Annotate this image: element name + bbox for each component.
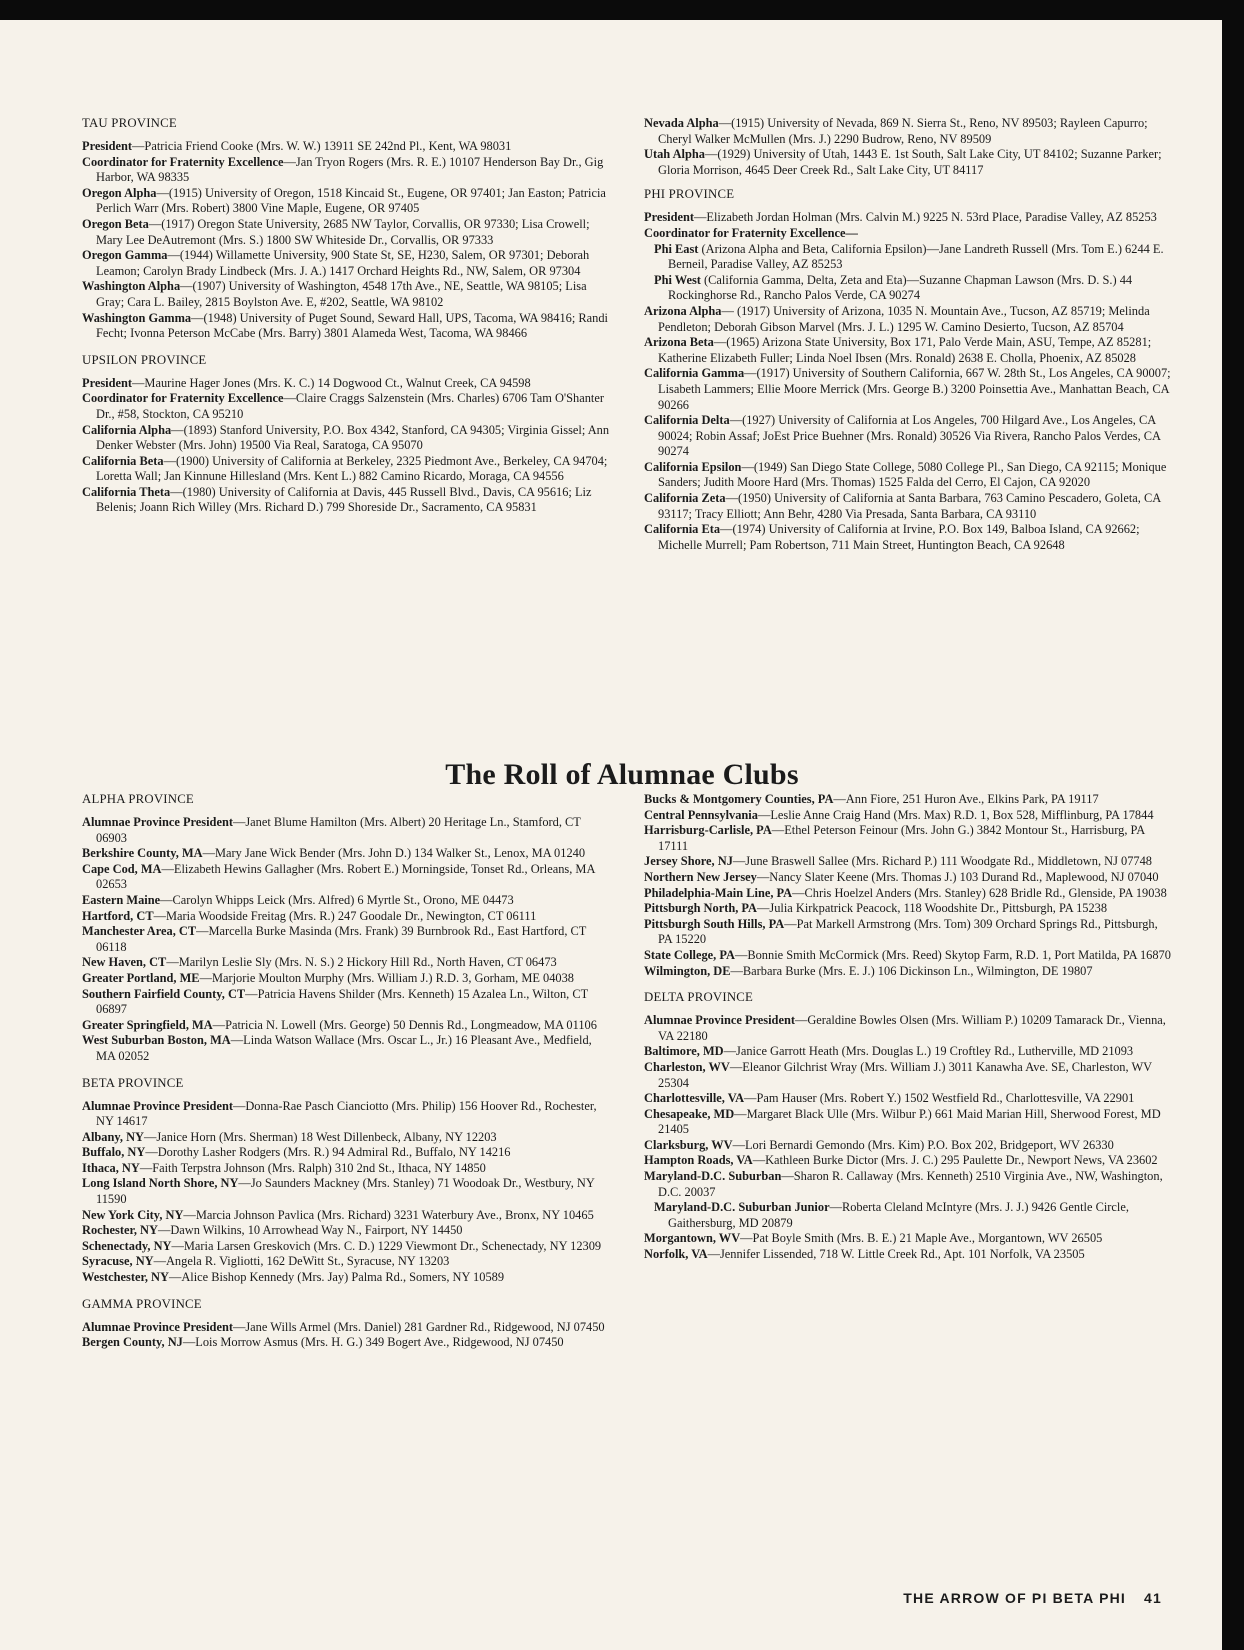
directory-entry: [644, 901, 1172, 917]
entry-text: —(1974) University of California at Irvine, P.O. Box 149, Balboa Island, CA 92662; Michelle Murrell; Pam Robertson, 711 Main Street, Huntington Beach, CA 92648: [658, 522, 1140, 552]
entry-label: Greater Springfield, MA: [82, 1017, 213, 1032]
entry-label: California Zeta: [644, 491, 726, 506]
entry-text: (California Gamma, Delta, Zeta and Eta)—Suzanne Chapman Lawson (Mrs. D. S.) 44 Rockinghorse Rd., Rancho Palos Verde, CA 90274: [668, 272, 1133, 303]
section-heading: PHI PROVINCE: [644, 187, 735, 202]
entry-label: Nevada Alpha: [644, 116, 719, 130]
entry-label: California Epsilon: [644, 459, 742, 474]
upsilon-province-section: [82, 353, 610, 516]
directory-entry: [82, 217, 610, 248]
entry-label: Southern Fairfield County, CT: [82, 986, 246, 1001]
entry-label: Utah Alpha: [644, 147, 705, 162]
entry-label: California Eta: [644, 522, 721, 537]
directory-entry: [82, 1335, 610, 1351]
column-bottom-left: [82, 792, 610, 1351]
alpha-entries: [82, 815, 610, 1065]
page-title: The Roll of Alumnae Clubs: [445, 758, 799, 792]
entry-label: Pittsburgh North, PA: [644, 901, 758, 916]
directory-entry: [644, 870, 1172, 886]
entry-label: Buffalo, NY: [82, 1145, 146, 1160]
entry-text: —Maurine Hager Jones (Mrs. K. C.) 14 Dogwood Ct., Walnut Creek, CA 94598: [132, 375, 531, 390]
upsilon-entries: [82, 376, 610, 516]
entry-label: Maryland-D.C. Suburban Junior: [654, 1200, 830, 1215]
entry-text: —Alice Bishop Kennedy (Mrs. Jay) Palma Rd., Somers, NY 10589: [168, 1270, 505, 1285]
directory-entry: [82, 485, 610, 516]
directory-entry: [644, 964, 1172, 980]
entry-text: —(1929) University of Utah, 1443 E. 1st South, Salt Lake City, UT 84102; Suzanne Parker; Gloria Morrison, 4645 Deer Creek Rd., Salt Lake City, UT 84117: [658, 147, 1162, 177]
entry-label: West Suburban Boston, MA: [82, 1033, 231, 1048]
entry-text: —(1980) University of California at Davis, 445 Russell Blvd., Davis, CA 95616; Liz Belenis; Joann Rich Willey (Mrs. Richard D.) 799 Shoreside Dr., Sacramento, CA 95831: [96, 484, 592, 515]
entry-text: —Ethel Peterson Feinour (Mrs. John G.) 3842 Montour St., Harrisburg, PA 17111: [658, 823, 1145, 853]
directory-entry: [82, 971, 610, 987]
entry-label: Clarksburg, WV: [644, 1137, 733, 1152]
entry-label: Ithaca, NY: [82, 1160, 140, 1175]
directory-entry: [82, 423, 610, 454]
entry-label: New Haven, CT: [82, 955, 167, 970]
entry-text: (Arizona Alpha and Beta, California Epsilon)—Jane Landreth Russell (Mrs. Tom E.) 6244 E. Berneil, Paradise Valley, AZ 85253: [668, 241, 1164, 272]
entry-text: —Marjorie Moulton Murphy (Mrs. William J.) R.D. 3, Gorham, ME 04038: [199, 970, 574, 985]
section-heading: GAMMA PROVINCE: [82, 1296, 202, 1311]
directory-entry: [82, 846, 610, 862]
directory-entry: [644, 1231, 1172, 1247]
directory-entry: [82, 862, 610, 893]
entry-label: Eastern Maine: [82, 892, 161, 907]
directory-entry: [82, 1270, 610, 1286]
directory-entry: [82, 815, 610, 846]
entry-text: —Bonnie Smith McCormick (Mrs. Reed) Skytop Farm, R.D. 1, Port Matilda, PA 16870: [734, 947, 1171, 962]
entry-label: Oregon Alpha: [82, 185, 157, 200]
entry-label: California Theta: [82, 484, 171, 499]
directory-entry: [82, 1320, 610, 1336]
directory-entry: [644, 1013, 1172, 1044]
entry-text: —Dorothy Lasher Rodgers (Mrs. R.) 94 Admiral Rd., Buffalo, NY 14216: [145, 1145, 511, 1160]
directory-entry: [82, 909, 610, 925]
section-heading: TAU PROVINCE: [82, 116, 177, 130]
entry-text: —Marilyn Leslie Sly (Mrs. N. S.) 2 Hickory Hill Rd., North Haven, CT 06473: [166, 955, 557, 970]
entry-label: Charleston, WV: [644, 1059, 730, 1074]
section-heading: DELTA PROVINCE: [644, 990, 754, 1005]
entry-label: California Gamma: [644, 366, 745, 381]
entry-text: —(1950) University of California at Santa Barbara, 763 Camino Pescadero, Goleta, CA 93117; Tracy Elliott; Ann Behr, 4280 Via Presada, Santa Barbara, CA 93110: [658, 491, 1161, 521]
directory-entry: [644, 335, 1172, 366]
entry-text: —Chris Hoelzel Anders (Mrs. Stanley) 628 Bridle Rd., Glenside, PA 19038: [792, 885, 1167, 900]
directory-entry: [644, 808, 1172, 824]
entry-label: Jersey Shore, NJ: [644, 854, 733, 869]
entry-label: Coordinator for Fraternity Excellence: [82, 154, 284, 169]
entry-text: —Nancy Slater Keene (Mrs. Thomas J.) 103 Durand Rd., Maplewood, NJ 07040: [756, 869, 1159, 884]
delta-province-section: [644, 990, 1172, 1263]
entry-text: —Angela R. Vigliotti, 162 DeWitt St., Syracuse, NY 13203: [153, 1254, 450, 1269]
entry-text: —(1900) University of California at Berkeley, 2325 Piedmont Ave., Berkeley, CA 94704; Loretta Wall; Jan Kinnune Hillesland (Mrs. Kent L.) 882 Camino Ricardo, Moraga, CA 94556: [96, 453, 608, 484]
entry-text: —Lois Morrow Asmus (Mrs. H. G.) 349 Bogert Ave., Ridgewood, NJ 07450: [182, 1335, 564, 1350]
entry-label: Harrisburg-Carlisle, PA: [644, 823, 772, 838]
directory-entry: [644, 460, 1172, 491]
entry-text: —Pat Markell Armstrong (Mrs. Tom) 309 Orchard Springs Rd., Pittsburgh, PA 15220: [658, 916, 1158, 947]
entry-label: Pittsburgh South Hills, PA: [644, 916, 785, 931]
entry-label: Cape Cod, MA: [82, 861, 162, 876]
directory-entry: [644, 304, 1172, 335]
phi-province-section: [644, 187, 1172, 553]
directory-entry: [82, 1033, 610, 1064]
entry-label: Charlottesville, VA: [644, 1091, 745, 1106]
entry-label: Albany, NY: [82, 1129, 144, 1144]
publication-name: THE ARROW OF PI BETA PHI: [903, 1590, 1127, 1606]
entry-label: Baltimore, MD: [644, 1044, 724, 1059]
entry-text: —Kathleen Burke Dictor (Mrs. J. C.) 295 Paulette Dr., Newport News, VA 23602: [752, 1153, 1158, 1168]
entry-label: Hartford, CT: [82, 908, 154, 923]
entry-text: —(1927) University of California at Los Angeles, 700 Hilgard Ave., Los Angeles, CA 90024; Robin Assaf; JoEst Price Buehner (Mrs. Ronald) 30526 Via Rivera, Rancho Palos Verdes, CA 90274: [658, 413, 1161, 459]
entry-label: Manchester Area, CT: [82, 924, 197, 939]
entry-label: Oregon Beta: [82, 216, 149, 231]
entry-text: —Jan Tryon Rogers (Mrs. R. E.) 10107 Henderson Bay Dr., Gig Harbor, WA 98335: [96, 154, 604, 185]
entry-text: —Patricia N. Lowell (Mrs. George) 50 Dennis Rd., Longmeadow, MA 01106: [212, 1017, 597, 1032]
entry-label: Phi West: [654, 272, 701, 287]
directory-entry: [644, 823, 1172, 854]
directory-entry: [644, 522, 1172, 553]
entry-text: —Pat Boyle Smith (Mrs. B. E.) 21 Maple Ave., Morgantown, WV 26505: [740, 1231, 1103, 1246]
entry-text: —(1917) Oregon State University, 2685 NW Taylor, Corvallis, OR 97330; Lisa Crowell; Mary Lee DeAutremont (Mrs. S.) 1800 SW Whiteside Dr., Corvallis, OR 97333: [96, 216, 590, 247]
entry-label: Wilmington, DE: [644, 963, 731, 978]
entry-text: —(1944) Willamette University, 900 State St, SE, H230, Salem, OR 97301; Deborah Leamon; Carolyn Brady Lindbeck (Mrs. J. A.) 1417 Orchard Heights Rd., NW, Salem, OR 97304: [96, 248, 590, 278]
directory-entry: [644, 116, 1172, 147]
directory-entry: [82, 893, 610, 909]
entry-text: —Patricia Havens Shilder (Mrs. Kenneth) 15 Azalea Ln., Wilton, CT 06897: [96, 986, 588, 1017]
directory-entry: [644, 1107, 1172, 1138]
directory-entry: [644, 1138, 1172, 1154]
column-top-left: [82, 116, 610, 516]
entry-label: Washington Gamma: [82, 310, 192, 325]
entry-text: —Janice Horn (Mrs. Sherman) 18 West Dillenbeck, Albany, NY 12203: [143, 1129, 497, 1144]
gamma-entries: [82, 1320, 610, 1351]
entry-text: —(1948) University of Puget Sound, Seward Hall, UPS, Tacoma, WA 98416; Randi Fecht; Ivonna Peterson McCabe (Mrs. Barry) 3801 Alameda West, Tacoma, WA 98466: [96, 310, 608, 341]
entry-label: Washington Alpha: [82, 279, 181, 294]
entry-label: Arizona Alpha: [644, 303, 722, 318]
entry-text: —(1893) Stanford University, P.O. Box 4342, Stanford, CA 94305; Virginia Gissel; Ann Denker Webster (Mrs. John) 19500 Via Real, Saratoga, CA 95070: [96, 422, 610, 453]
phi-entries: [644, 304, 1172, 554]
entry-text: —Patricia Friend Cooke (Mrs. W. W.) 13911 SE 242nd Pl., Kent, WA 98031: [132, 139, 512, 153]
entry-text: —Linda Watson Wallace (Mrs. Oscar L., Jr.) 16 Pleasant Ave., Medfield, MA 02052: [96, 1033, 592, 1063]
directory-entry: [644, 1060, 1172, 1091]
entry-label: Philadelphia-Main Line, PA: [644, 885, 793, 900]
entry-label: Coordinator for Fraternity Excellence: [82, 391, 284, 406]
directory-entry: [82, 987, 610, 1018]
directory-entry: [82, 1099, 610, 1130]
entry-label: Alumnae Province President: [82, 815, 233, 829]
directory-entry: [82, 279, 610, 310]
gamma-province-section: [82, 1297, 610, 1351]
entry-text: —Pam Hauser (Mrs. Robert Y.) 1502 Westfield Rd., Charlottesville, VA 22901: [744, 1091, 1135, 1106]
entry-text: —Mary Jane Wick Bender (Mrs. John D.) 134 Walker St., Lenox, MA 01240: [202, 846, 586, 861]
page-edge-top: [0, 0, 1244, 20]
entry-label: Hampton Roads, VA: [644, 1153, 753, 1168]
directory-entry: [82, 1130, 610, 1146]
entry-text: —Sharon R. Callaway (Mrs. Kenneth) 2510 Virginia Ave., NW, Washington, D.C. 20037: [658, 1169, 1163, 1199]
gamma-continued-entries: [644, 792, 1172, 979]
entry-text: —(1915) University of Nevada, 869 N. Sierra St., Reno, NV 89503; Rayleen Capurro; Cheryl Walker McMullen (Mrs. J.) 2290 Budrow, Reno, NV 89509: [658, 116, 1148, 146]
directory-entry: [644, 886, 1172, 902]
entry-label: Syracuse, NY: [82, 1254, 154, 1269]
directory-entry: [82, 311, 610, 342]
directory-entry: [82, 955, 610, 971]
entry-text: —Geraldine Bowles Olsen (Mrs. William P.) 10209 Tamarack Dr., Vienna, VA 22180: [658, 1013, 1166, 1043]
column-bottom-right: [644, 792, 1172, 1263]
beta-entries: [82, 1099, 610, 1286]
entry-text: —Ann Fiore, 251 Huron Ave., Elkins Park, PA 19117: [833, 792, 1099, 806]
directory-entry: [644, 917, 1172, 948]
directory-entry: [644, 1169, 1172, 1200]
entry-label: Alumnae Province President: [82, 1319, 233, 1334]
tau-province-section: [82, 116, 610, 342]
entry-text: —Claire Craggs Salzenstein (Mrs. Charles) 6706 Tam O'Shanter Dr., #58, Stockton, CA 95210: [96, 391, 605, 421]
entry-label: President: [82, 139, 133, 153]
entry-text: —Jo Saunders Mackney (Mrs. Stanley) 71 Woodoak Dr., Westbury, NY 11590: [96, 1176, 595, 1207]
entry-text: —Jane Wills Armel (Mrs. Daniel) 281 Gardner Rd., Ridgewood, NJ 07450: [232, 1319, 605, 1334]
entry-text: —June Braswell Sallee (Mrs. Richard P.) 111 Woodgate Rd., Middletown, NJ 07748: [732, 854, 1152, 869]
page-edge-right: [1222, 0, 1244, 1650]
entry-label: Alumnae Province President: [644, 1013, 795, 1028]
entry-text: —(1949) San Diego State College, 5080 College Pl., San Diego, CA 92115; Monique Sanders; Judith Moore Hard (Mrs. Thomas) 1525 Falda del Cerro, El Cajon, CA 92020: [658, 459, 1167, 490]
entry-text: —Marcia Johnson Pavlica (Mrs. Richard) 3231 Waterbury Ave., Bronx, NY 10465: [183, 1207, 594, 1222]
entry-text: — (1917) University of Arizona, 1035 N. Mountain Ave., Tucson, AZ 85719; Melinda Pendleton; Deborah Gibson Marvel (Mrs. J. L.) 1295 W. Camino Desierto, Tucson, AZ 85704: [658, 303, 1150, 334]
directory-entry: [644, 413, 1172, 460]
entry-label: Oregon Gamma: [82, 248, 168, 263]
entry-label: California Delta: [644, 413, 730, 428]
entry-label: Westchester, NY: [82, 1270, 169, 1285]
entry-label: Schenectady, NY: [82, 1238, 172, 1253]
directory-entry: [644, 1044, 1172, 1060]
directory-entry: [82, 139, 610, 155]
phi-coordinator-sub-entries: [644, 242, 1172, 304]
entry-text: —Maria Larsen Greskovich (Mrs. C. D.) 1229 Viewmont Dr., Schenectady, NY 12309: [171, 1238, 602, 1253]
directory-entry: [82, 1145, 610, 1161]
entry-label: Norfolk, VA: [644, 1247, 708, 1262]
directory-entry: [644, 948, 1172, 964]
entry-text: —Margaret Black Ulle (Mrs. Wilbur P.) 661 Maid Marian Hill, Sherwood Forest, MD 21405: [658, 1106, 1161, 1137]
entry-label: Central Pennsylvania: [644, 807, 758, 822]
entry-label: New York City, NY: [82, 1207, 184, 1222]
directory-entry: [644, 1247, 1172, 1263]
directory-entry: [82, 1254, 610, 1270]
directory-entry: [644, 242, 1172, 273]
directory-entry: [82, 1018, 610, 1034]
section-heading: ALPHA PROVINCE: [82, 792, 194, 806]
entry-text: —(1915) University of Oregon, 1518 Kincaid St., Eugene, OR 97401; Jan Easton; Patricia Perlich Warr (Mrs. Robert) 3800 Vine Maple, Eugene, OR 97405: [96, 185, 606, 216]
entry-label: Morgantown, WV: [644, 1231, 741, 1246]
directory-entry: [644, 491, 1172, 522]
entry-text: —Jennifer Lissended, 718 W. Little Creek Rd., Apt. 101 Norfolk, VA 23505: [707, 1247, 1085, 1262]
entry-text: —Donna-Rae Pasch Cianciotto (Mrs. Philip) 156 Hoover Rd., Rochester, NY 14617: [96, 1098, 597, 1129]
entry-text: —Barbara Burke (Mrs. E. J.) 106 Dickinson Ln., Wilmington, DE 19807: [730, 963, 1093, 978]
section-heading: UPSILON PROVINCE: [82, 352, 207, 367]
entry-label: Northern New Jersey: [644, 869, 757, 884]
directory-entry: [82, 376, 610, 392]
directory-entry: [644, 273, 1172, 304]
directory-entry: [82, 248, 610, 279]
phi-coordinator-entry: Coordinator for Fraternity Excellence—: [644, 225, 858, 240]
directory-entry: [82, 1239, 610, 1255]
directory-entry: [644, 1153, 1172, 1169]
entry-text: —Maria Woodside Freitag (Mrs. R.) 247 Goodale Dr., Newington, CT 06111: [153, 908, 537, 923]
entry-text: —Dawn Wilkins, 10 Arrowhead Way N., Fairport, NY 14450: [157, 1223, 463, 1238]
entry-text: —Lori Bernardi Gemondo (Mrs. Kim) P.O. Box 202, Bridgeport, WV 26330: [732, 1137, 1114, 1152]
entry-text: —(1965) Arizona State University, Box 171, Palo Verde Main, ASU, Tempe, AZ 85281; Katherine Elizabeth Fuller; Linda Noel Ibsen (Mrs. Ronald) 2638 E. Cholla, Phoenix, AZ 85028: [658, 335, 1152, 365]
entry-label: Bergen County, NJ: [82, 1335, 183, 1350]
entry-text: —Janet Blume Hamilton (Mrs. Albert) 20 Heritage Ln., Stamford, CT 06903: [96, 815, 581, 845]
entry-label: Phi East: [654, 241, 699, 256]
directory-entry: [82, 186, 610, 217]
directory-entry: [82, 155, 610, 186]
directory-entry: [82, 1223, 610, 1239]
entry-label: California Beta: [82, 453, 164, 468]
phi-president-entry: President—Elizabeth Jordan Holman (Mrs. Calvin M.) 9225 N. 53rd Place, Paradise Valley, AZ 85253: [644, 210, 1157, 225]
delta-entries: [644, 1013, 1172, 1263]
entry-text: —Elizabeth Hewins Gallagher (Mrs. Robert E.) Morningside, Tonset Rd., Orleans, MA 02653: [96, 861, 595, 892]
directory-entry: [644, 147, 1172, 178]
directory-entry: [644, 1200, 1172, 1231]
entry-label: Berkshire County, MA: [82, 846, 203, 861]
entry-label: Greater Portland, ME: [82, 970, 200, 985]
entry-label: Alumnae Province President: [82, 1098, 233, 1113]
alpha-province-section: [82, 792, 610, 1065]
entry-label: Bucks & Montgomery Counties, PA: [644, 792, 834, 806]
section-heading: BETA PROVINCE: [82, 1075, 184, 1090]
entry-text: —Leslie Anne Craig Hand (Mrs. Max) R.D. 1, Box 528, Mifflinburg, PA 17844: [757, 807, 1154, 822]
entry-text: —(1917) University of Southern California, 667 W. 28th St., Los Angeles, CA 90007; Lisabeth Lammers; Ellie Moore Merrick (Mrs. George B.) 3200 Poinsettia Ave., Manhattan Beach, CA 90266: [658, 366, 1171, 412]
entry-label: California Alpha: [82, 422, 172, 437]
entry-label: Arizona Beta: [644, 335, 714, 350]
directory-entry: [82, 1208, 610, 1224]
directory-entry: [644, 1091, 1172, 1107]
entry-label: Chesapeake, MD: [644, 1106, 735, 1121]
page-footer: [903, 1590, 1162, 1606]
beta-province-section: [82, 1076, 610, 1286]
entry-label: Rochester, NY: [82, 1223, 158, 1238]
directory-entry: [82, 454, 610, 485]
entry-text: —Janice Garrott Heath (Mrs. Douglas L.) 19 Croftley Rd., Lutherville, MD 21093: [723, 1044, 1134, 1059]
entry-text: —(1907) University of Washington, 4548 17th Ave., NE, Seattle, WA 98105; Lisa Gray; Cara L. Bailey, 2815 Boylston Ave. E, #202, Seattle, WA 98102: [96, 279, 587, 309]
tau-entries: [82, 139, 610, 342]
directory-entry: [82, 1161, 610, 1177]
entry-label: Maryland-D.C. Suburban: [644, 1169, 782, 1184]
entry-text: —Carolyn Whipps Leick (Mrs. Alfred) 6 Myrtle St., Orono, ME 04473: [160, 892, 514, 907]
directory-entry: [82, 1176, 610, 1207]
directory-entry: [82, 924, 610, 955]
entry-text: —Julia Kirkpatrick Peacock, 118 Woodshite Dr., Pittsburgh, PA 15238: [757, 901, 1108, 916]
entry-text: —Roberta Cleland McIntyre (Mrs. J. J.) 9426 Gentle Circle, Gaithersburg, MD 20879: [668, 1200, 1129, 1230]
directory-entry: [644, 854, 1172, 870]
entry-text: —Faith Terpstra Johnson (Mrs. Ralph) 310 2nd St., Ithaca, NY 14850: [139, 1160, 486, 1175]
directory-entry: [644, 792, 1172, 808]
page-number: 41: [1144, 1590, 1162, 1606]
entry-text: —Eleanor Gilchrist Wray (Mrs. William J.) 3011 Kanawha Ave. SE, Charleston, WV 25304: [658, 1059, 1152, 1090]
entry-label: President: [82, 375, 133, 390]
entry-label: Long Island North Shore, NY: [82, 1176, 239, 1191]
tau-continued-entries: [644, 116, 1172, 178]
entry-text: —Marcella Burke Masinda (Mrs. Frank) 39 Burnbrook Rd., East Hartford, CT 06118: [96, 924, 587, 954]
column-top-right: [644, 116, 1172, 553]
directory-entry: [82, 391, 610, 422]
directory-entry: [644, 366, 1172, 413]
entry-label: State College, PA: [644, 947, 735, 962]
